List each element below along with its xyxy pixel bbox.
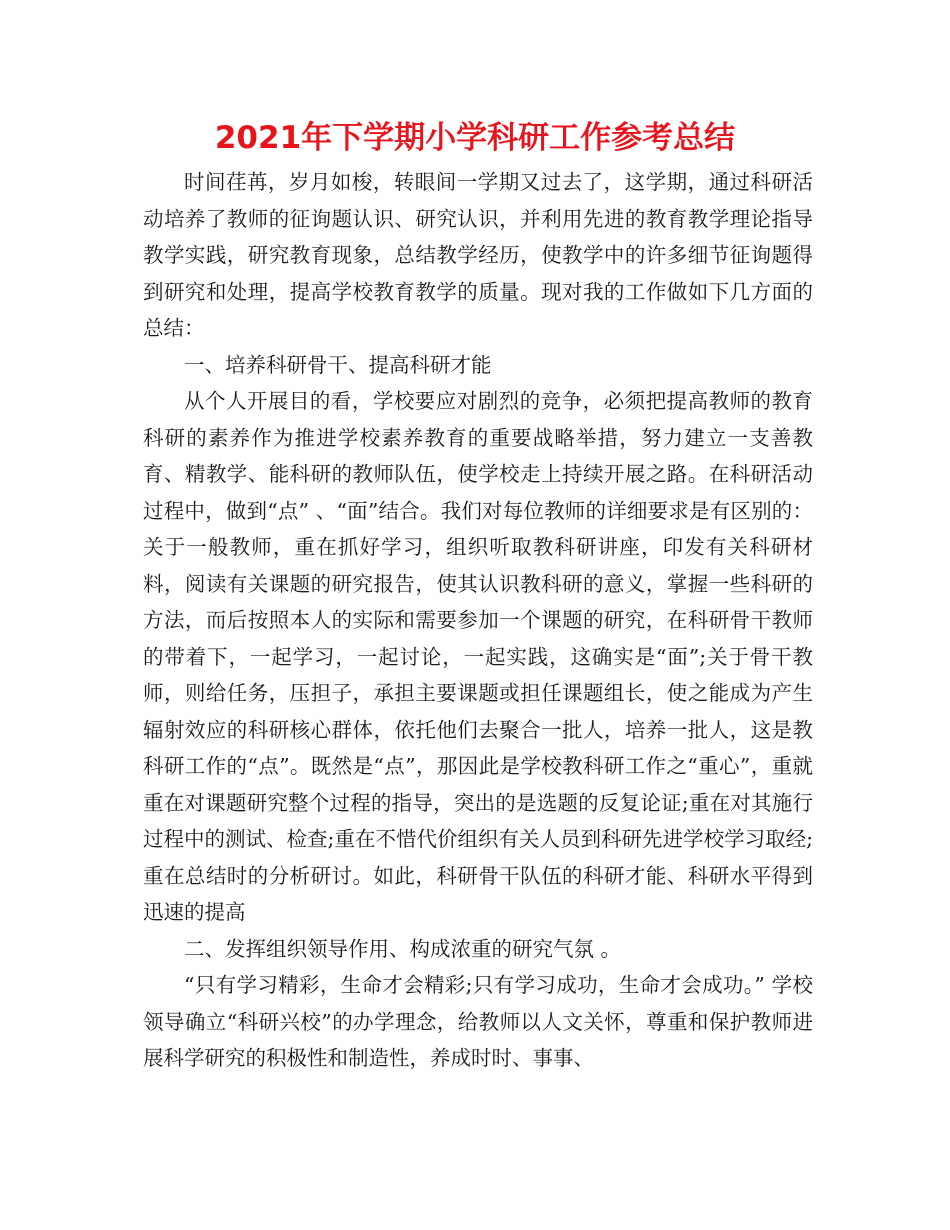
paragraph-section-1: 从个人开展目的看，学校要应对剧烈的竞争，必须把提高教师的教育科研的素养作为推进学校素养教育的重要战略举措，努力建立一支善教育、精教学、能科研的教师队伍，使学校走上持续开展之路。在科研活动过程中，做到“点” 、“面”结合。我们对每位教师的详细要求是有区别的：关于一般教师，重在抓好学习，组织听取教科研讲座，印发有关科研材料，阅读有关课题的研究报告，使其认识教科研的意义，掌握一些科研的方法，而后按照本人的实际和需要参加一个课题的研究，在科研骨干教师的带着下，一起学习，一起讨论，一起实践，这确实是“面”;关于骨干教师，则给任务，压担子，承担主要课题或担任课题组长，使之能成为产生辐射效应的科研核心群体，依托他们去聚合一批人，培养一批人，这是教科研工作的“点”。既然是“点”，那因此是学校教科研工作之“重心”，重就重在对课题研究整个过程的指导，突出的是选题的反复论证;重在对其施行过程中的测试、检查;重在不惜代价组织有关人员到科研先进学校学习取经;重在总结时的分析研讨。如此，科研骨干队伍的科研才能、科研水平得到迅速的提高 (143, 389, 813, 924)
paragraph-section-2: “只有学习精彩，生命才会精彩;只有学习成功，生命才会成功。” 学校领导确立“科研兴校”的办学理念，给教师以人文关怀，尊重和保护教师进展科学研究的积极性和制造性，养成时时、事事、 (143, 973, 813, 1070)
document-title: 2021年下学期小学科研工作参考总结 (214, 120, 736, 156)
paragraph-intro: 时间荏苒，岁月如梭，转眼间一学期又过去了，这学期，通过科研活动培养了教师的征询题认识、研究认识，并利用先进的教育教学理论指导教学实践，研究教育现象，总结教学经历，使教学中的许多细节征询题得到研究和处理，提高学校教育教学的质量。现对我的工作做如下几方面的总结： (143, 170, 813, 340)
section-heading-1: 一、培养科研骨干、提高科研才能 (184, 352, 492, 377)
document-body (143, 164, 813, 1077)
section-heading-2: 二、发挥组织领导作用、构成浓重的研究气氛 。 (184, 936, 622, 961)
